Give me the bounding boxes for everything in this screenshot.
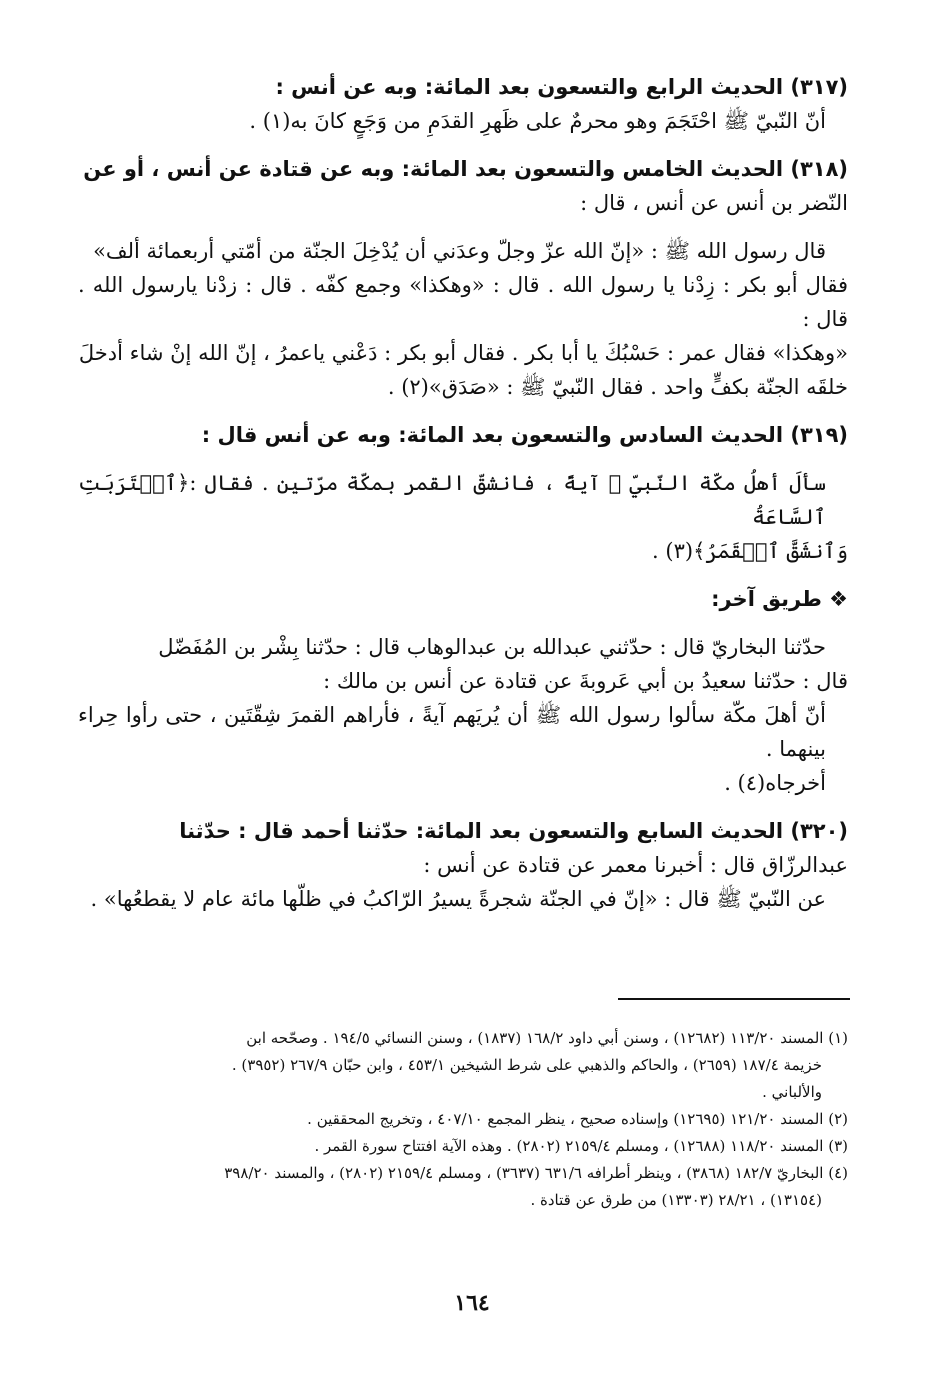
another-route-heading: ❖ طريق آخر: [711, 587, 848, 611]
footnotes [78, 1025, 848, 1214]
footnote-4: (٤) البخاريّ ١٨٢/٧ (٣٨٦٨) ، وينظر أطرافه ٦٣١/٦ (٣٦٣٧) ، ومسلم ٢١٥٩/٤ (٢٨٠٢) ، والمسند ٣٩٨/٢٠ [224, 1164, 848, 1182]
page-number: ١٦٤ [454, 1290, 490, 1316]
another-route-text: أنّ أهلَ مكّة سألوا رسول الله ﷺ أن يُريَهم آيةً ، فأراهم القمرَ شِقّتَين ، حتى رأوا حِراء بينهما . [78, 703, 826, 761]
another-route-isnad-1: حدّثنا البخاريّ قال : حدّثني عبدالله بن عبدالوهاب قال : حدّثنا بِشْر بن المُفَضّل [158, 635, 826, 659]
footnote-4-cont: (١٣١٥٤) ، ٢٨/٢١ (١٣٣٠٣) من طرق عن قتادة . [530, 1191, 822, 1209]
footnote-1: (١) المسند ١١٣/٢٠ (١٢٦٨٢) ، وسنن أبي داود ١٦٨/٢ (١٨٣٧) ، وسنن النسائي ١٩٤/٥ . وصحّحه ابن [246, 1029, 848, 1047]
main-text [78, 70, 848, 916]
another-route-takhrij: أخرجاه(٤) . [724, 771, 826, 795]
hadith-318-isnad: النّضر بن أنس عن أنس ، قال : [580, 191, 848, 215]
hadith-317-text: أنّ النّبيّ ﷺ احْتَجَمَ وهو محرمٌ على ظَهرِ القدَمِ من وَجَعٍ كانَ به(١) . [249, 109, 826, 133]
hadith-317-heading: (٣١٧) الحديث الرابع والتسعون بعد المائة: وبه عن أنس : [275, 75, 848, 99]
hadith-318-text-1: قال رسول الله ﷺ : «إنّ الله عزّ وجلّ وعدَني أن يُدْخِلَ الجنّة من أمّتي أربعمائة ألف» [93, 239, 826, 263]
hadith-318-heading: (٣١٨) الحديث الخامس والتسعون بعد المائة: وبه عن قتادة عن أنس ، أو عن [83, 157, 848, 181]
hadith-318-text-2: فقال أبو بكر : زِدْنا يا رسول الله . قال : «وهكذا» وجمع كفّه . قال : زدْنا يارسول الله . قال : [78, 273, 848, 331]
hadith-319-text-2: وَٱنشَقَّ ٱلۡقَمَرُ﴾(٣) . [652, 539, 848, 563]
another-route-isnad-2: قال : حدّثنا سعيدُ بن أبي عَروبةَ عن قتادة عن أنس بن مالك : [323, 669, 848, 693]
footnote-1-cont-2: والألباني . [762, 1083, 822, 1101]
footnote-1-cont: خزيمة ١٨٧/٤ (٢٦٥٩) ، والحاكم والذهبي على شرط الشيخين ٤٥٣/١ ، وابن حبّان ٢٦٧/٩ (٣٩٥٢) . [231, 1056, 822, 1074]
hadith-320-heading: (٣٢٠) الحديث السابع والتسعون بعد المائة: حدّثنا أحمد قال : حدّثنا [179, 819, 848, 843]
hadith-320-text: عن النّبيّ ﷺ قال : «إنّ في الجنّة شجرةً يسيرُ الرّاكبُ في ظلّها مائة عام لا يقطعُها» . [90, 887, 826, 911]
hadith-319-heading: (٣١٩) الحديث السادس والتسعون بعد المائة: وبه عن أنس قال : [201, 423, 848, 447]
footnote-2: (٢) المسند ١٢١/٢٠ (١٢٦٩٥) وإسناده صحيح ، ينظر المجمع ٤٠٧/١٠ ، وتخريج المحققين . [307, 1110, 848, 1128]
footnote-separator [618, 998, 850, 1000]
footnote-3: (٣) المسند ١١٨/٢٠ (١٢٦٨٨) ، ومسلم ٢١٥٩/٤ (٢٨٠٢) . وهذه الآية افتتاح سورة القمر . [314, 1137, 848, 1155]
hadith-320-isnad: عبدالرزّاق قال : أخبرنا معمر عن قتادة عن أنس : [423, 853, 848, 877]
hadith-318-text-4: خلقَه الجنّة بكفٍّ واحد . فقال النّبيّ ﷺ : «صَدَق»(٢) . [387, 375, 848, 399]
hadith-318-text-3: «وهكذا» فقال عمر : حَسْبُكَ يا أبا بكر . فقال أبو بكر : دَعْني ياعمرُ ، إنّ الله إنْ شاء أدخلَ [78, 341, 848, 365]
hadith-319-text-1: سألَ أهلُ مكّة النّبيّ ﷺ آيةً ، فانشقّ القمر بمكّة مرّتين . فقال :﴿ٱقۡتَرَبَتِ ٱلسَّاعَةُ [78, 471, 826, 529]
